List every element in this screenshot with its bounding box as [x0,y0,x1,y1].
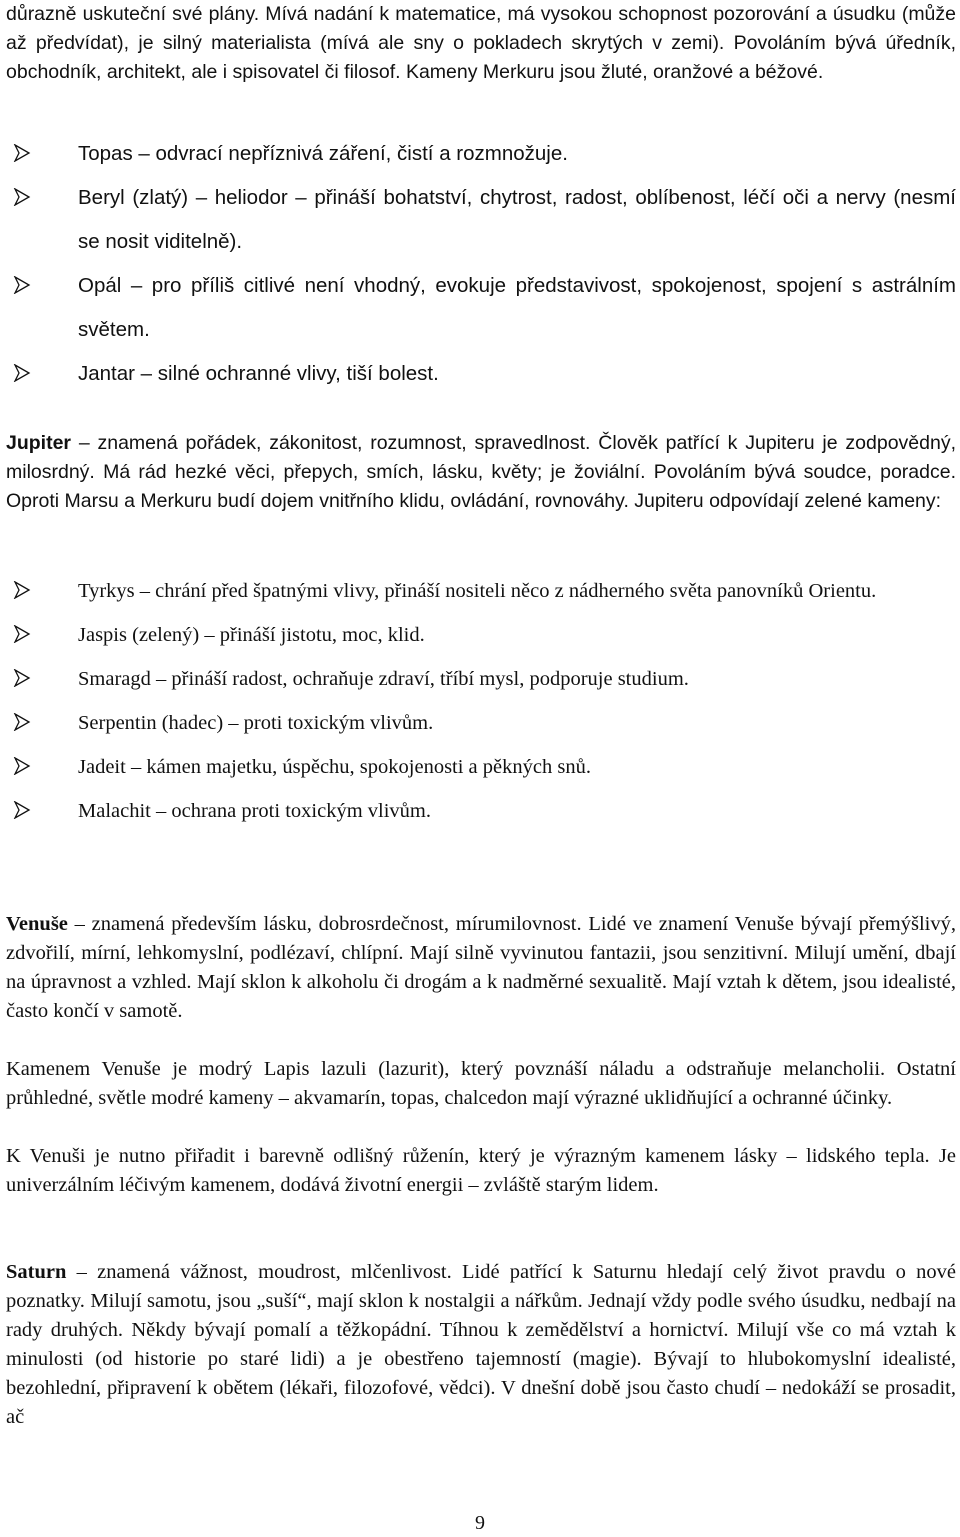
list-item [6,569,956,613]
list-item [6,657,956,701]
list-item-text: Malachit – ochrana proti toxickým vlivům. [78,800,431,822]
list-item-text: Smaragd – přináší radost, ochraňuje zdraví, tříbí mysl, podporuje studium. [78,668,689,690]
list-item-text: Serpentin (hadec) – proti toxickým vlivům. [78,712,434,734]
intro-paragraph [6,0,956,87]
list-item [6,701,956,745]
planet-heading: Venuše [6,913,68,935]
arrow-bullet-icon [13,625,31,643]
list-item-text: Tyrkys – chrání před špatnými vlivy, přináší nositeli něco z nádherného světa panovníků Orientu. [78,580,877,602]
arrow-bullet-icon [13,669,31,687]
list-item-text: Jantar – silné ochranné vlivy, tiší bolest. [78,362,439,385]
venuse-paragraph-3 [6,1142,956,1200]
list-item [6,745,956,789]
list-item-text: Opál – pro příliš citlivé není vhodný, evokuje představivost, spokojenost, spojení s astrálním světem. [78,274,956,341]
venuse-text-2: Kamenem Venuše je modrý Lapis lazuli (lazurit), který povznáší náladu a odstraňuje melancholii. Ostatní průhledné, světle modré kameny – akvamarín, topas, chalcedon mají výrazné uklidňující a ochranné účinky. [6,1058,956,1109]
venuse-paragraph [6,910,956,1026]
list-item-text: Jadeit – kámen majetku, úspěchu, spokojenosti a pěkných snů. [78,756,591,778]
jupiter-text: – znamená pořádek, zákonitost, rozumnost, spravedlnost. Člověk patřící k Jupiteru je zodpovědný, milosrdný. Má rád hezké věci, přepych, smích, lásku, květy; je žoviální. Povoláním bývá soudce, poradce. Oproti Marsu a Merkuru budí dojem vnitřního klidu, ovládání, rovnováhy. Jupiteru odpovídají zelené kameny: [6,432,956,512]
venuse-text: – znamená především lásku, dobrosrdečnost, mírumilovnost. Lidé ve znamení Venuše bývají přemýšlivý, zdvořilí, mírní, lehkomyslní, podlézaví, chlípní. Mají silně vyvinutou fantazii, jsou senzitivní. Milují umění, dbají na úpravnost a vzhled. Mají sklon k alkoholu či drogám a k nadměrné sexualitě. Mají vztah k dětem, jsou idealisté, často končí v samotě. [6,913,956,1022]
arrow-bullet-icon [13,276,31,294]
merkur-stone-list [6,132,956,396]
list-item-text: Jaspis (zelený) – přináší jistotu, moc, klid. [78,624,425,646]
page-number: 9 [475,1512,485,1534]
arrow-bullet-icon [13,757,31,775]
list-item [6,352,956,396]
arrow-bullet-icon [13,188,31,206]
arrow-bullet-icon [13,581,31,599]
list-item [6,264,956,352]
list-item [6,176,956,264]
jupiter-paragraph [6,429,956,516]
venuse-paragraph-2 [6,1055,956,1113]
saturn-text: – znamená vážnost, moudrost, mlčenlivost. Lidé patřící k Saturnu hledají celý život pravdu o nové poznatky. Milují samotu, jsou „suší“, mají sklon k nostalgii a nářkům. Jednají vždy podle svého úsudku, nedbají na rady druhých. Někdy bývají pomalí a těžkopádní. Tíhnou k zemědělství a hornictví. Milují vše co má vztah k minulosti (od historie po staré lidi) a je obestřeno tajemností (magie). Bývají to hlubokomyslní idealisté, bezohlední, připravení k obětem (lékaři, filozofové, vědci). V dnešní době jsou často chudí – nedokáží se prosadit, ač [6,1261,956,1428]
planet-heading: Saturn [6,1261,67,1283]
list-item-text: Topas – odvrací nepříznivá záření, čistí a rozmnožuje. [78,142,568,165]
jupiter-stone-list [6,569,956,833]
saturn-paragraph [6,1258,956,1432]
planet-heading: Jupiter [6,432,72,454]
intro-text: důrazně uskuteční své plány. Mívá nadání k matematice, má vysokou schopnost pozorování a úsudku (může až předvídat), je silný materialista (mívá ale sny o pokladech skrytých v zemi). Povoláním bývá úředník, obchodník, architekt, ale i spisovatel či filosof. Kameny Merkuru jsou žluté, oranžové a béžové. [6,3,956,83]
venuse-text-3: K Venuši je nutno přiřadit i barevně odlišný růženín, který je výrazným kamenem lásky – lidského tepla. Je univerzálním léčivým kamenem, dodává životní energii – zvláště starým lidem. [6,1145,956,1196]
list-item [6,613,956,657]
arrow-bullet-icon [13,144,31,162]
arrow-bullet-icon [13,801,31,819]
list-item [6,789,956,833]
arrow-bullet-icon [13,713,31,731]
list-item-text: Beryl (zlatý) – heliodor – přináší bohatství, chytrost, radost, oblíbenost, léčí oči a nervy (nesmí se nosit viditelně). [78,186,956,253]
arrow-bullet-icon [13,364,31,382]
list-item [6,132,956,176]
